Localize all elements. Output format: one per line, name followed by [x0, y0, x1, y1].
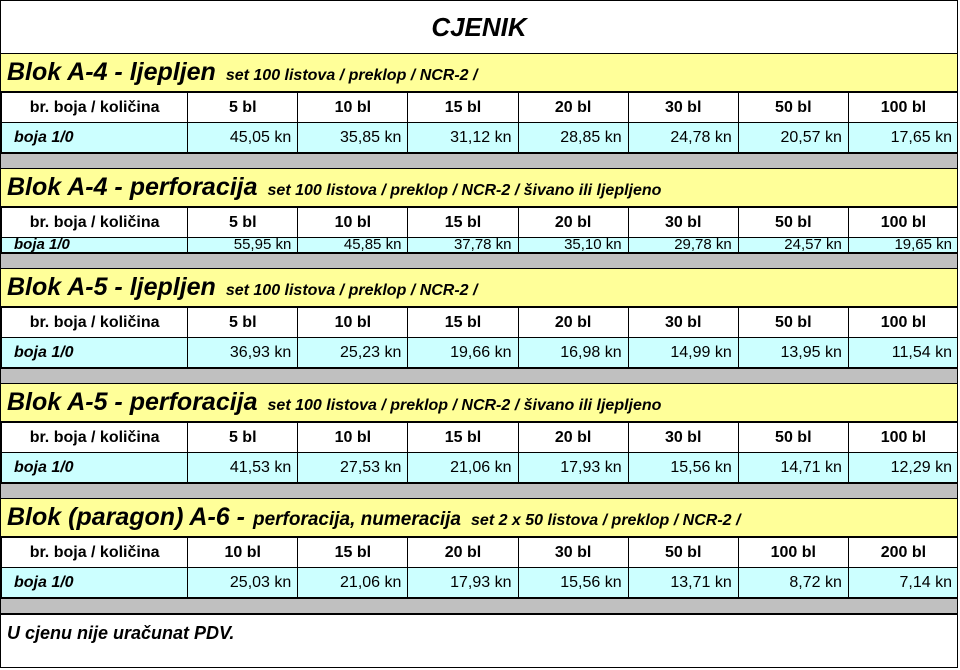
- quantity-cell: 30 bl: [518, 538, 628, 568]
- quantity-cell: 15 bl: [408, 93, 518, 123]
- section-blok-a4-ljepljen: [1, 54, 957, 169]
- price-cell: 55,95 kn: [188, 238, 298, 253]
- quantity-row: [2, 93, 959, 123]
- section-title: Blok A-4 - ljepljen: [7, 58, 216, 86]
- quantity-cell: 30 bl: [628, 423, 738, 453]
- section-blok-paragon-a6: [1, 499, 957, 614]
- section-subtitle: set 2 x 50 listova / preklop / NCR-2 /: [471, 512, 741, 529]
- row-label: br. boja / količina: [2, 308, 188, 338]
- section-title: Blok (paragon) A-6 -: [7, 503, 245, 531]
- quantity-row: [2, 208, 959, 238]
- price-cell: 16,98 kn: [518, 338, 628, 368]
- price-row: [2, 453, 959, 483]
- price-cell: 41,53 kn: [188, 453, 298, 483]
- price-cell: 21,06 kn: [408, 453, 518, 483]
- section-blok-a5-ljepljen: [1, 269, 957, 384]
- price-cell: 45,85 kn: [298, 238, 408, 253]
- color-label: boja 1/0: [2, 238, 188, 253]
- price-cell: 13,71 kn: [628, 568, 738, 598]
- price-cell: 12,29 kn: [848, 453, 958, 483]
- row-label: br. boja / količina: [2, 208, 188, 238]
- row-label: br. boja / količina: [2, 423, 188, 453]
- price-cell: 14,71 kn: [738, 453, 848, 483]
- section-heading: [1, 499, 957, 537]
- quantity-cell: 50 bl: [738, 423, 848, 453]
- quantity-cell: 10 bl: [298, 308, 408, 338]
- quantity-cell: 5 bl: [188, 423, 298, 453]
- section-heading: [1, 54, 957, 92]
- price-table: [1, 537, 958, 598]
- price-cell: 19,65 kn: [848, 238, 958, 253]
- quantity-row: [2, 538, 959, 568]
- price-row: [2, 123, 959, 153]
- section-heading: [1, 384, 957, 422]
- price-cell: 17,65 kn: [848, 123, 958, 153]
- section-separator: [1, 483, 957, 499]
- quantity-cell: 15 bl: [408, 423, 518, 453]
- section-subtitle: set 100 listova / preklop / NCR-2 / šivano ili ljepljeno: [267, 182, 662, 199]
- quantity-cell: 15 bl: [408, 308, 518, 338]
- page-title: CJENIK: [1, 1, 957, 54]
- section-subtitle: set 100 listova / preklop / NCR-2 /: [225, 67, 478, 84]
- section-separator: [1, 598, 957, 614]
- price-cell: 27,53 kn: [298, 453, 408, 483]
- color-label: boja 1/0: [2, 453, 188, 483]
- price-table: [1, 92, 958, 153]
- price-cell: 20,57 kn: [738, 123, 848, 153]
- price-cell: 36,93 kn: [188, 338, 298, 368]
- quantity-cell: 20 bl: [518, 208, 628, 238]
- quantity-cell: 50 bl: [738, 308, 848, 338]
- row-label: br. boja / količina: [2, 93, 188, 123]
- quantity-cell: 5 bl: [188, 208, 298, 238]
- price-cell: 7,14 kn: [848, 568, 958, 598]
- section-subtitle: set 100 listova / preklop / NCR-2 /: [225, 282, 478, 299]
- section-subtitle-main: perforacija, numeracija: [252, 509, 462, 530]
- price-table: [1, 307, 958, 368]
- quantity-cell: 20 bl: [408, 538, 518, 568]
- price-cell: 14,99 kn: [628, 338, 738, 368]
- quantity-cell: 200 bl: [848, 538, 958, 568]
- quantity-cell: 10 bl: [298, 208, 408, 238]
- quantity-row: [2, 308, 959, 338]
- price-cell: 31,12 kn: [408, 123, 518, 153]
- quantity-cell: 100 bl: [848, 423, 958, 453]
- price-cell: 37,78 kn: [408, 238, 518, 253]
- price-cell: 8,72 kn: [738, 568, 848, 598]
- price-cell: 24,57 kn: [738, 238, 848, 253]
- quantity-cell: 30 bl: [628, 93, 738, 123]
- quantity-cell: 15 bl: [298, 538, 408, 568]
- color-label: boja 1/0: [2, 123, 188, 153]
- price-cell: 28,85 kn: [518, 123, 628, 153]
- price-row: [2, 238, 959, 253]
- section-title: Blok A-5 - perforacija: [7, 388, 258, 416]
- price-cell: 11,54 kn: [848, 338, 958, 368]
- row-label: br. boja / količina: [2, 538, 188, 568]
- quantity-cell: 10 bl: [298, 93, 408, 123]
- price-cell: 35,85 kn: [298, 123, 408, 153]
- price-cell: 25,23 kn: [298, 338, 408, 368]
- quantity-cell: 100 bl: [848, 93, 958, 123]
- price-cell: 19,66 kn: [408, 338, 518, 368]
- color-label: boja 1/0: [2, 338, 188, 368]
- quantity-cell: 50 bl: [738, 208, 848, 238]
- price-cell: 25,03 kn: [188, 568, 298, 598]
- quantity-cell: 100 bl: [738, 538, 848, 568]
- quantity-cell: 30 bl: [628, 208, 738, 238]
- quantity-cell: 20 bl: [518, 308, 628, 338]
- section-separator: [1, 368, 957, 384]
- price-cell: 35,10 kn: [518, 238, 628, 253]
- price-cell: 15,56 kn: [518, 568, 628, 598]
- price-cell: 21,06 kn: [298, 568, 408, 598]
- quantity-cell: 5 bl: [188, 308, 298, 338]
- section-blok-a5-perforacija: [1, 384, 957, 499]
- quantity-cell: 5 bl: [188, 93, 298, 123]
- section-heading: [1, 269, 957, 307]
- quantity-cell: 10 bl: [188, 538, 298, 568]
- price-cell: 17,93 kn: [408, 568, 518, 598]
- section-blok-a4-perforacija: [1, 169, 957, 269]
- quantity-cell: 50 bl: [738, 93, 848, 123]
- price-table: [1, 422, 958, 483]
- quantity-cell: 15 bl: [408, 208, 518, 238]
- price-row: [2, 338, 959, 368]
- quantity-cell: 30 bl: [628, 308, 738, 338]
- vat-note: U cjenu nije uračunat PDV.: [1, 614, 957, 651]
- quantity-cell: 100 bl: [848, 208, 958, 238]
- color-label: boja 1/0: [2, 568, 188, 598]
- quantity-cell: 100 bl: [848, 308, 958, 338]
- quantity-row: [2, 423, 959, 453]
- section-title: Blok A-5 - ljepljen: [7, 273, 216, 301]
- price-table: [1, 207, 958, 253]
- quantity-cell: 10 bl: [298, 423, 408, 453]
- price-cell: 13,95 kn: [738, 338, 848, 368]
- section-separator: [1, 153, 957, 169]
- quantity-cell: 50 bl: [628, 538, 738, 568]
- quantity-cell: 20 bl: [518, 423, 628, 453]
- quantity-cell: 20 bl: [518, 93, 628, 123]
- section-title: Blok A-4 - perforacija: [7, 173, 258, 201]
- price-cell: 17,93 kn: [518, 453, 628, 483]
- price-cell: 24,78 kn: [628, 123, 738, 153]
- price-cell: 29,78 kn: [628, 238, 738, 253]
- price-cell: 45,05 kn: [188, 123, 298, 153]
- section-separator: [1, 253, 957, 269]
- section-subtitle: set 100 listova / preklop / NCR-2 / šivano ili ljepljeno: [267, 397, 662, 414]
- price-cell: 15,56 kn: [628, 453, 738, 483]
- section-heading: [1, 169, 957, 207]
- price-row: [2, 568, 959, 598]
